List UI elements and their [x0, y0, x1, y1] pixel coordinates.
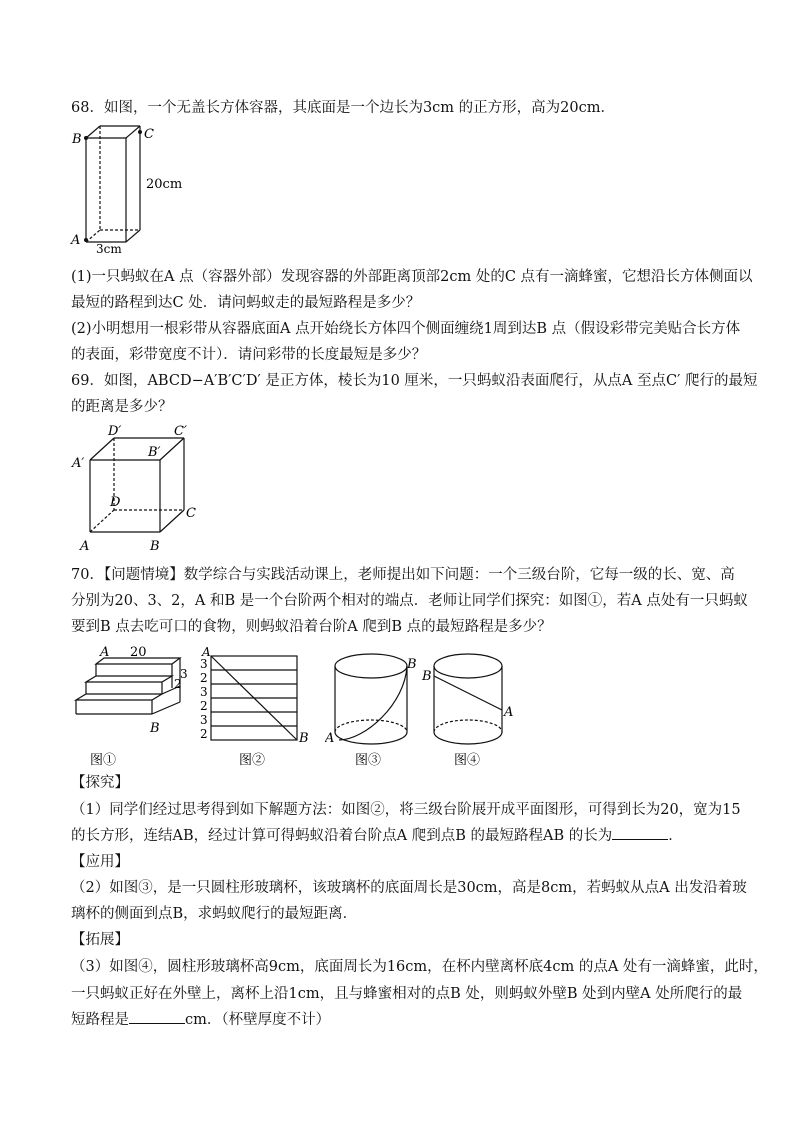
fig2-num-6: 2	[200, 727, 208, 741]
fig2-num-5: 3	[200, 713, 208, 727]
extend-line3	[71, 1011, 330, 1029]
answer-blank-2	[129, 1011, 185, 1024]
fig4-caption: 图④	[454, 753, 481, 768]
fig3-caption: 图③	[355, 753, 382, 768]
fig2-num-4: 2	[200, 699, 208, 713]
q68-part2-line1: (2)小明想用一根彩带从容器底面A 点开始绕长方体四个侧面缠绕1周到达B 点（假设彩带完美贴合长方体	[71, 321, 741, 337]
extend-heading: 【拓展】	[71, 932, 129, 948]
q68-stem: 68．如图，一个无盖长方体容器，其底面是一个边长为3cm 的正方形，高为20cm．	[71, 100, 615, 116]
q69-label-Aprime: A′	[72, 456, 85, 471]
q70-figure2-unfolded	[195, 644, 320, 769]
fig3-label-A: A	[325, 731, 335, 746]
apply-line1: （2）如图③，是一只圆柱形玻璃杯，该玻璃杯的底面周长是30cm，高是8cm，若蚂蚁从点A 出发沿着玻	[71, 880, 747, 896]
q70-figure1-stairs	[68, 644, 193, 769]
extend-line2: 一只蚂蚁正好在外壁上，离杯上沿1cm，且与蜂蜜相对的点B 处，则蚂蚁外壁B 处到内壁A 处所爬行的最	[71, 986, 743, 1002]
q69-stem-line1: 69．如图，ABCD−A′B′C′D′ 是正方体，棱长为10 厘米，一只蚂蚁沿表面爬行，从点A 至点C′ 爬行的最短	[71, 373, 758, 389]
fig2-num-3: 3	[200, 685, 208, 699]
q69-label-D: D	[110, 495, 121, 510]
fig2-label-A: A	[202, 645, 211, 659]
apply-line2: 璃杯的侧面到点B，求蚂蚁爬行的最短距离．	[71, 906, 358, 922]
fig1-length-label: 20	[130, 645, 147, 660]
q69-label-Dprime: D′	[108, 424, 122, 439]
extend-line3-text: 短路程是	[71, 1012, 129, 1028]
q68-label-C: C	[144, 127, 154, 142]
fig4-label-B: B	[422, 669, 432, 684]
q69-label-C: C	[186, 506, 196, 521]
apply-heading: 【应用】	[71, 854, 129, 870]
q68-base-label: 3cm	[96, 242, 122, 254]
q69-label-A: A	[80, 539, 90, 554]
q68-label-B: B	[72, 132, 82, 147]
q69-label-Cprime: C′	[174, 424, 187, 439]
q69-stem-line2: 的距离是多少？	[71, 399, 173, 415]
q68-cuboid-figure	[68, 118, 198, 254]
q70-stem-line2: 分别为20、3、2，A 和B 是一个台阶两个相对的端点．老师让同学们探究：如图①，若A 点处有一只蚂蚁	[71, 593, 748, 609]
explore-line1: （1）同学们经过思考得到如下解题方法：如图②，将三级台阶展开成平面图形，可得到长为20，宽为15	[71, 802, 741, 818]
explore-line2-end: ．	[668, 828, 683, 844]
fig1-label-A: A	[100, 645, 110, 660]
fig1-caption: 图①	[90, 753, 117, 768]
q68-part2-line2: 的表面，彩带宽度不计）．请问彩带的长度最短是多少？	[71, 347, 427, 363]
answer-blank-1	[612, 827, 668, 840]
explore-line2-text: 的长方形，连结AB，经过计算可得蚂蚁沿着台阶点A 爬到点B 的最短路程AB 的长为	[71, 828, 613, 844]
fig2-num-2: 2	[200, 671, 208, 685]
q70-stem-line3: 要到B 点去吃可口的食物，则蚂蚁沿着台阶A 爬到B 点的最短路程是多少？	[71, 619, 552, 635]
q70-figure3-cylinder	[325, 644, 420, 769]
q70-stem-line1: 70．【问题情境】数学综合与实践活动课上，老师提出如下问题：一个三级台阶，它每一级的长、宽、高	[71, 567, 735, 583]
fig1-height2-label: 2	[174, 677, 182, 691]
q68-label-A: A	[71, 233, 81, 248]
q69-label-Bprime: B′	[148, 445, 161, 460]
fig2-label-B: B	[299, 731, 309, 746]
q69-label-B: B	[150, 539, 160, 554]
q69-cube-figure	[68, 420, 208, 556]
extend-line1: （3）如图④，圆柱形玻璃杯高9cm，底面周长为16cm，在杯内壁离杯底4cm 的点A 处有一滴蜂蜜，此时，	[71, 959, 768, 975]
q70-figure4-cylinder	[420, 644, 520, 769]
fig1-label-B: B	[150, 721, 160, 736]
fig2-caption: 图②	[239, 753, 266, 768]
q68-part1-line2: 最短的路程到达C 处．请问蚂蚁走的最短路程是多少？	[71, 295, 421, 311]
fig3-label-B: B	[407, 657, 417, 672]
q68-part1-line1: (1)一只蚂蚁在A 点（容器外部）发现容器的外部距离顶部2cm 处的C 点有一滴蜂蜜，它想沿长方体侧面以	[71, 269, 753, 285]
fig1-height3-label: 3	[180, 667, 188, 681]
extend-line3-end: cm．（杯壁厚度不计）	[185, 1012, 331, 1028]
q68-height-label: 20cm	[146, 177, 183, 192]
explore-heading: 【探究】	[71, 775, 129, 791]
fig4-label-A: A	[504, 705, 514, 720]
explore-line2	[71, 827, 683, 845]
fig2-num-1: 3	[200, 657, 208, 671]
